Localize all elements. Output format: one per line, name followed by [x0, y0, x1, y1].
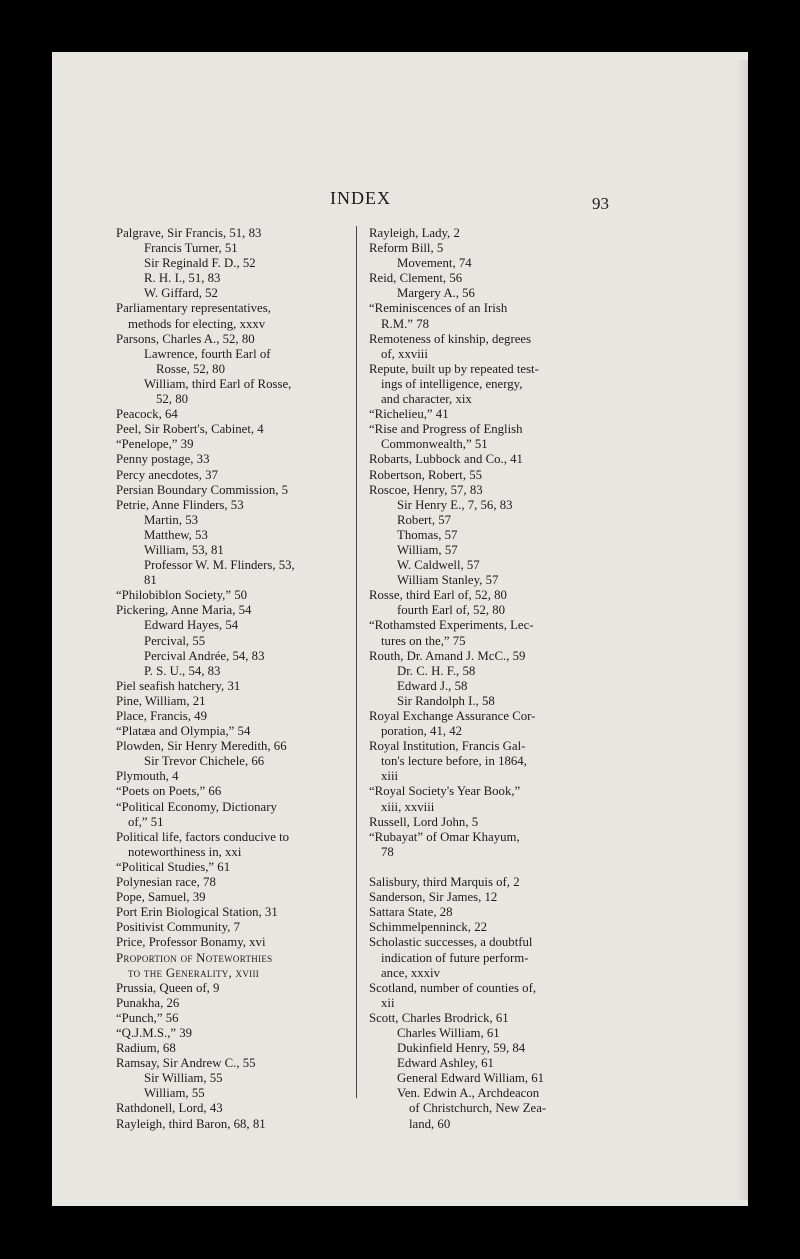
- index-entry: Parsons, Charles A., 52, 80: [116, 331, 255, 346]
- index-entry: Ven. Edwin A., Archdeacon: [397, 1086, 540, 1101]
- page-number: 93: [592, 194, 609, 213]
- index-entry: methods for electing, xxxv: [128, 316, 266, 331]
- index-entry: Peel, Sir Robert's, Cabinet, 4: [116, 422, 264, 437]
- index-entry: “Philobiblon Society,” 50: [116, 588, 248, 603]
- index-entry: Dukinfield Henry, 59, 84: [397, 1041, 526, 1056]
- index-entry: ton's lecture before, in 1864,: [381, 754, 527, 769]
- index-entry: Place, Francis, 49: [116, 709, 207, 723]
- index-entry: of,” 51: [128, 814, 164, 829]
- index-entry: Positivist Community, 7: [116, 920, 240, 935]
- index-entry: Port Erin Biological Station, 31: [116, 905, 278, 920]
- index-entry: Parliamentary representatives,: [116, 301, 271, 316]
- index-entry: land, 60: [409, 1116, 451, 1131]
- index-entry: Scott, Charles Brodrick, 61: [369, 1010, 509, 1025]
- index-entry: of Christchurch, New Zea-: [409, 1101, 547, 1116]
- index-entry: Plowden, Sir Henry Meredith, 66: [116, 739, 287, 754]
- index-entry: William Stanley, 57: [397, 573, 499, 588]
- index-entry: “Rubayat” of Omar Khayum,: [369, 829, 520, 844]
- index-entry: Price, Professor Bonamy, xvi: [116, 935, 266, 950]
- page-edge-shadow: [736, 60, 748, 1200]
- index-entry: indication of future perform-: [381, 950, 529, 965]
- index-entry: William, 53, 81: [144, 542, 224, 557]
- index-entry: “Punch,” 56: [116, 1010, 179, 1025]
- index-entry: “Penelope,” 39: [116, 437, 194, 452]
- index-entry: noteworthiness in, xxi: [128, 844, 242, 859]
- page-title: INDEX: [330, 188, 391, 208]
- index-entry: Peacock, 64: [116, 407, 178, 422]
- index-entry: “Q.J.M.S.,” 39: [116, 1025, 193, 1040]
- index-entry: Movement, 74: [397, 256, 472, 271]
- index-entry: Roscoe, Henry, 57, 83: [369, 482, 483, 497]
- index-entry: P. S. U., 54, 83: [144, 663, 221, 678]
- index-entry: Scotland, number of counties of,: [369, 980, 537, 995]
- index-entry: Radium, 68: [116, 1041, 176, 1056]
- index-entry: Reform Bill, 5: [369, 241, 444, 256]
- index-entry: Percival Andrée, 54, 83: [144, 648, 265, 663]
- index-entry: Plymouth, 4: [116, 769, 179, 784]
- index-entry: Persian Boundary Commission, 5: [116, 482, 289, 497]
- index-entry: Reid, Clement, 56: [369, 271, 463, 286]
- index-entry: Prussia, Queen of, 9: [116, 980, 220, 995]
- index-entry: Sir William, 55: [144, 1071, 223, 1086]
- index-entry: Salisbury, third Marquis of, 2: [369, 875, 520, 890]
- index-entry: Royal Institution, Francis Gal-: [369, 739, 526, 754]
- index-entry: 78: [381, 844, 394, 859]
- index-entry: W. Caldwell, 57: [397, 558, 480, 573]
- index-entry: Edward Hayes, 54: [144, 618, 239, 633]
- index-entry: Robertson, Robert, 55: [369, 467, 483, 482]
- index-entry: Palgrave, Sir Francis, 51, 83: [116, 226, 262, 240]
- index-entry: Sanderson, Sir James, 12: [369, 890, 498, 905]
- index-entry: Robert, 57: [397, 512, 452, 527]
- index-entry: “Poets on Poets,” 66: [116, 784, 222, 799]
- index-entry: “Platæa and Olympia,” 54: [116, 724, 251, 739]
- index-entry: R. H. I., 51, 83: [144, 271, 221, 286]
- index-entry: Russell, Lord John, 5: [369, 814, 479, 829]
- index-entry: Remoteness of kinship, degrees: [369, 331, 532, 346]
- index-entry: Francis Turner, 51: [144, 241, 238, 256]
- blank-line: [369, 860, 607, 875]
- index-entry: xiii, xxviii: [381, 799, 435, 814]
- index-entry: of, xxviii: [381, 346, 428, 361]
- index-entry: “Rise and Progress of English: [369, 422, 523, 437]
- index-entry: Penny postage, 33: [116, 452, 210, 467]
- index-entry: Petrie, Anne Flinders, 53: [116, 497, 244, 512]
- index-entry: Lawrence, fourth Earl of: [144, 346, 271, 361]
- index-entry: Piel seafish hatchery, 31: [116, 678, 241, 693]
- index-entry: Scholastic successes, a doubtful: [369, 935, 533, 950]
- running-header: [0, 188, 800, 212]
- index-entry: “Richelieu,” 41: [369, 407, 449, 422]
- index-entry: ings of intelligence, energy,: [381, 376, 523, 391]
- index-entry: Sir Trevor Chichele, 66: [144, 754, 265, 769]
- index-entry: Sir Randolph I., 58: [397, 693, 495, 708]
- index-entry: Martin, 53: [144, 512, 199, 527]
- index-entry: Rayleigh, Lady, 2: [369, 226, 460, 240]
- index-entry: Rathdonell, Lord, 43: [116, 1101, 223, 1116]
- index-entry: Pickering, Anne Maria, 54: [116, 603, 252, 618]
- index-entry: William, third Earl of Rosse,: [144, 376, 292, 391]
- index-entry: Charles William, 61: [397, 1025, 500, 1040]
- index-entry: “Reminiscences of an Irish: [369, 301, 508, 316]
- index-entry: R.M.” 78: [381, 316, 429, 331]
- index-entry: 81: [144, 573, 157, 588]
- index-entry: Rosse, third Earl of, 52, 80: [369, 588, 507, 603]
- index-entry: Ramsay, Sir Andrew C., 55: [116, 1056, 256, 1071]
- index-entry: William, 55: [144, 1086, 205, 1101]
- index-entry: Dr. C. H. F., 58: [397, 663, 476, 678]
- index-entry: Pine, William, 21: [116, 693, 206, 708]
- index-entry: xiii: [381, 769, 399, 784]
- index-entry: Commonwealth,” 51: [381, 437, 488, 452]
- index-entry: and character, xix: [381, 392, 472, 407]
- index-entry: Punakha, 26: [116, 995, 180, 1010]
- index-entry: Margery A., 56: [397, 286, 475, 301]
- index-entry: Schimmelpenninck, 22: [369, 920, 487, 935]
- index-entry: poration, 41, 42: [381, 724, 463, 739]
- index-column-left: [116, 226, 348, 1132]
- index-entry: W. Giffard, 52: [144, 286, 218, 301]
- index-entry: Polynesian race, 78: [116, 875, 216, 890]
- index-entry: Sir Reginald F. D., 52: [144, 256, 256, 271]
- index-entry: Professor W. M. Flinders, 53,: [144, 558, 295, 573]
- index-entry: “Political Studies,” 61: [116, 859, 231, 874]
- index-entry: Routh, Dr. Amand J. McC., 59: [369, 648, 526, 663]
- index-entry: Percival, 55: [144, 633, 206, 648]
- index-entry: Proportion of Noteworthies: [116, 950, 273, 965]
- index-entry: Pope, Samuel, 39: [116, 890, 206, 905]
- index-entry: to the Generality, xviii: [128, 965, 260, 980]
- index-entry: Rayleigh, third Baron, 68, 81: [116, 1116, 266, 1131]
- index-entry: Rosse, 52, 80: [156, 361, 225, 376]
- index-entry: Edward Ashley, 61: [397, 1056, 494, 1071]
- index-entry: “Rothamsted Experiments, Lec-: [369, 618, 534, 633]
- index-entry: Sattara State, 28: [369, 905, 453, 920]
- index-entry: Thomas, 57: [397, 527, 458, 542]
- index-entry: tures on the,” 75: [381, 633, 466, 648]
- index-entry: 52, 80: [156, 392, 188, 407]
- index-entry: Percy anecdotes, 37: [116, 467, 218, 482]
- column-divider: [356, 226, 357, 1098]
- index-entry: Robarts, Lubbock and Co., 41: [369, 452, 523, 467]
- index-entry: Matthew, 53: [144, 527, 208, 542]
- index-entry: Edward J., 58: [397, 678, 468, 693]
- index-entry: Sir Henry E., 7, 56, 83: [397, 497, 513, 512]
- index-entry: fourth Earl of, 52, 80: [397, 603, 506, 618]
- index-entry: William, 57: [397, 542, 458, 557]
- index-entry: Political life, factors conducive to: [116, 829, 290, 844]
- index-column-right: [369, 226, 607, 1132]
- index-entry: General Edward William, 61: [397, 1071, 545, 1086]
- index-entry: Royal Exchange Assurance Cor-: [369, 709, 536, 723]
- index-entry: Repute, built up by repeated test-: [369, 361, 539, 376]
- index-entry: “Royal Society's Year Book,”: [369, 784, 521, 799]
- index-entry: xii: [381, 995, 395, 1010]
- index-entry: ance, xxxiv: [381, 965, 440, 980]
- index-entry: “Political Economy, Dictionary: [116, 799, 277, 814]
